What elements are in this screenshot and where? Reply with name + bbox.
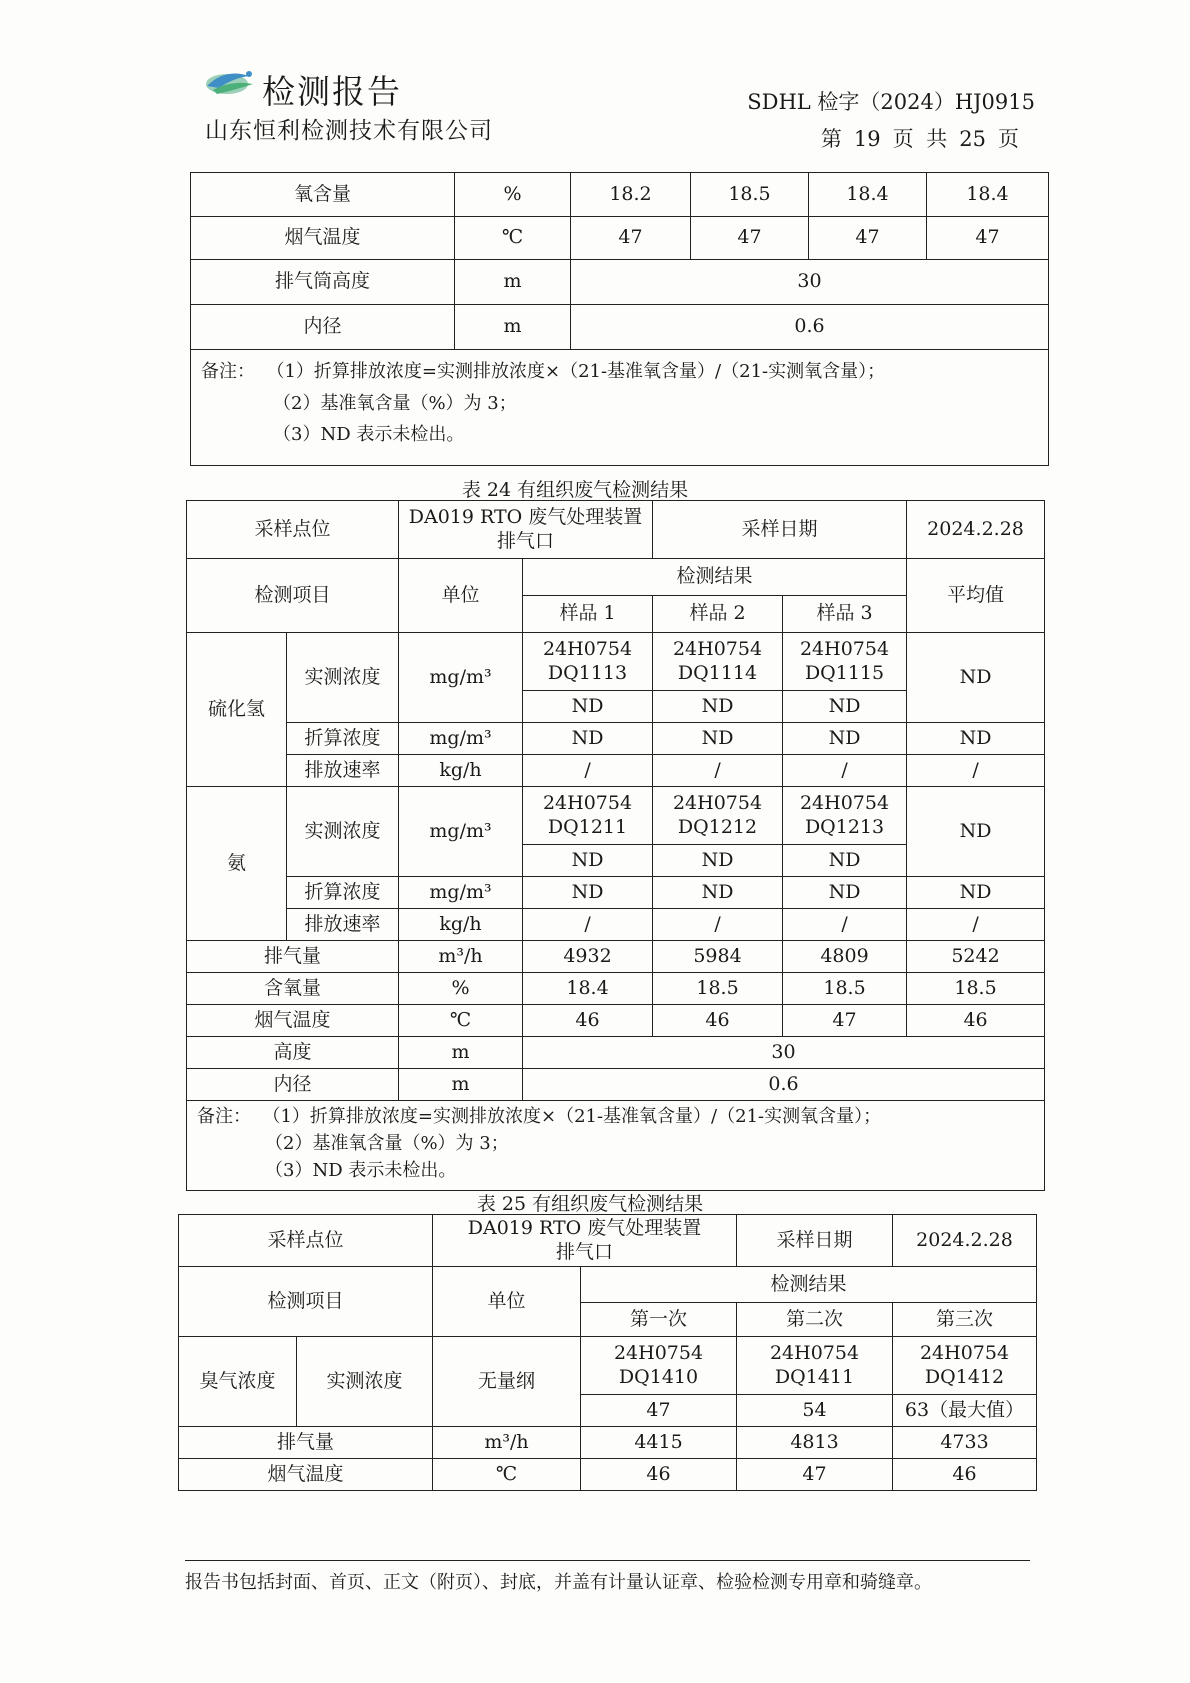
table-25-caption: 表 25 有组织废气检测结果: [476, 1193, 704, 1215]
table-row: 臭气浓度 实测浓度 无量纲 24H0754 DQ1410 24H0754 DQ1411 24H0754 DQ1412: [179, 1337, 1037, 1395]
notes-row: 备注： （1）折算排放浓度=实测排放浓度×（21-基准氧含量）/（21-实测氧含量）； （2）基准氧含量（%）为 3； （3）ND 表示未检出。: [187, 1101, 1045, 1191]
footer-note: 报告书包括封面、首页、正文（附页）、封底，并盖有计量认证章、检验检测专用章和骑缝章。: [185, 1572, 932, 1593]
table-row: 排气筒高度 m 30: [191, 260, 1049, 305]
table-row: 高度 m 30: [187, 1037, 1045, 1069]
table-row: 采样点位 DA019 RTO 废气处理装置 排气口 采样日期 2024.2.28: [179, 1215, 1037, 1267]
footer-divider: [185, 1560, 1030, 1561]
table-row: 折算浓度 mg/m³ ND ND ND ND: [187, 723, 1045, 755]
table-row: 氧含量 % 18.2 18.5 18.4 18.4: [191, 173, 1049, 217]
table-row: ND ND ND: [187, 845, 1045, 877]
table-row: 内径 m 0.6: [187, 1069, 1045, 1101]
table-24-caption: 表 24 有组织废气检测结果: [461, 479, 689, 501]
report-code: SDHL 检字（2024）HJ0915: [747, 90, 1035, 114]
table-row: 47 54 63（最大值）: [179, 1395, 1037, 1427]
table-row: 硫化氢 实测浓度 mg/m³ 24H0754 DQ1113 24H0754 DQ1114 24H0754 DQ1115 ND: [187, 633, 1045, 691]
table-24: [186, 500, 1045, 1191]
table-row: 检测项目 单位 检测结果 平均值: [187, 559, 1045, 596]
table-row: ND ND ND: [187, 691, 1045, 723]
table-row: 烟气温度 ℃ 46 47 46: [179, 1459, 1037, 1491]
table-row: 氨 实测浓度 mg/m³ 24H0754 DQ1211 24H0754 DQ1212 24H0754 DQ1213 ND: [187, 787, 1045, 845]
report-title: 检测报告: [262, 72, 402, 111]
table-continued: [190, 172, 1049, 466]
company-logo-icon: [205, 64, 259, 98]
table-row: 样品 1 样品 2 样品 3: [187, 596, 1045, 633]
table-row: 烟气温度 ℃ 46 46 47 46: [187, 1005, 1045, 1037]
table-row: 烟气温度 ℃ 47 47 47 47: [191, 217, 1049, 260]
table-row: 检测项目 单位 检测结果: [179, 1267, 1037, 1303]
page-number: 第 19 页 共 25 页: [820, 127, 1019, 151]
table-row: 含氧量 % 18.4 18.5 18.5 18.5: [187, 973, 1045, 1005]
notes-row: 备注： （1）折算排放浓度=实测排放浓度×（21-基准氧含量）/（21-实测氧含量）； （2）基准氧含量（%）为 3； （3）ND 表示未检出。: [191, 350, 1049, 466]
table-row: 排气量 m³/h 4415 4813 4733: [179, 1427, 1037, 1459]
company-name: 山东恒利检测技术有限公司: [205, 118, 493, 144]
table-25: [178, 1214, 1037, 1491]
table-row: 第一次 第二次 第三次: [179, 1303, 1037, 1337]
table-row: 排放速率 kg/h / / / /: [187, 755, 1045, 787]
table-row: 排放速率 kg/h / / / /: [187, 909, 1045, 941]
table-row: 折算浓度 mg/m³ ND ND ND ND: [187, 877, 1045, 909]
table-row: 采样点位 DA019 RTO 废气处理装置排气口 采样日期 2024.2.28: [187, 501, 1045, 559]
table-row: 内径 m 0.6: [191, 305, 1049, 350]
table-row: 排气量 m³/h 4932 5984 4809 5242: [187, 941, 1045, 973]
